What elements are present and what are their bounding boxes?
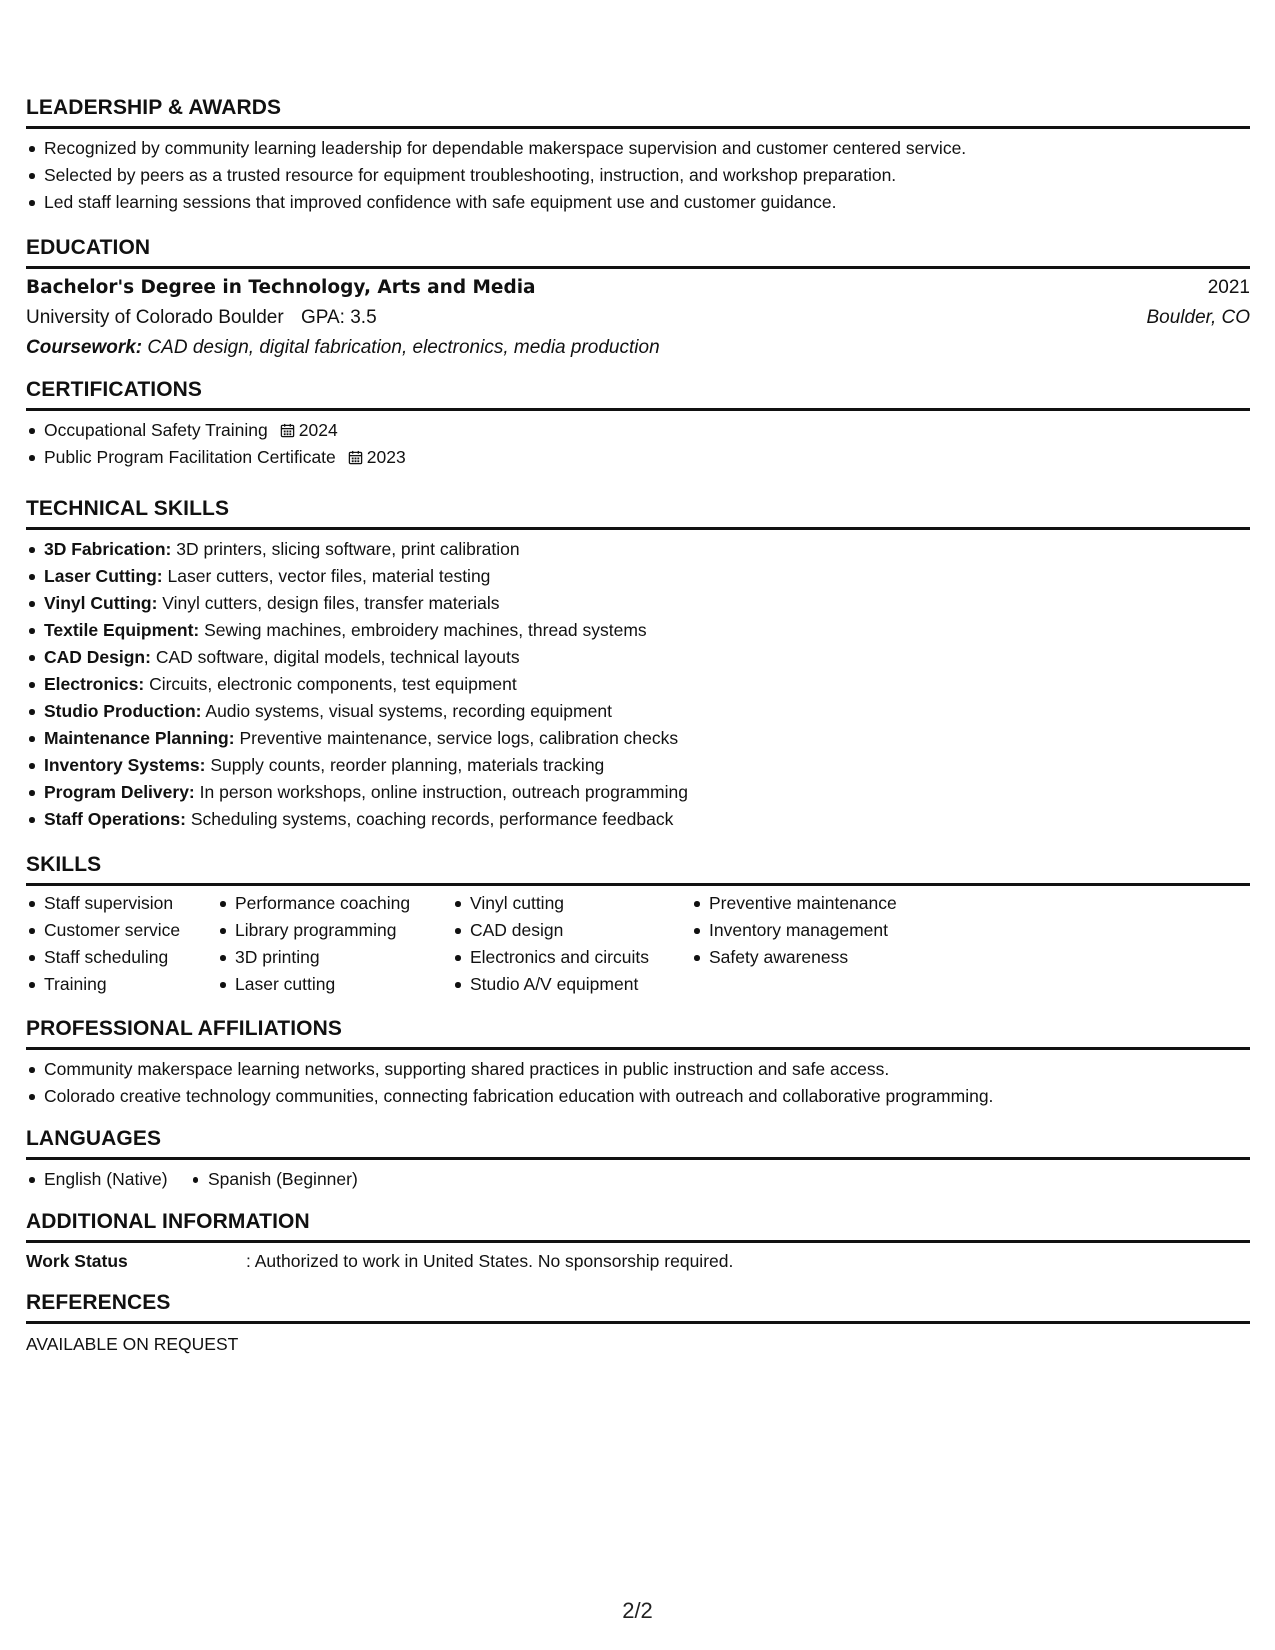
section-skills — [26, 853, 1250, 994]
list-item — [26, 417, 1250, 444]
references-text: AVAILABLE ON REQUEST — [26, 1334, 239, 1354]
section-title: CERTIFICATIONS — [26, 378, 203, 401]
skill-detail: Laser cutters, vector files, material testing — [167, 566, 491, 586]
certification-name: Occupational Safety Training — [44, 420, 268, 440]
list-item — [26, 779, 1250, 806]
list-item — [26, 536, 1250, 563]
list-item — [26, 752, 1250, 779]
section-title: TECHNICAL SKILLS — [26, 497, 230, 520]
list-item — [26, 644, 1250, 671]
certification-name: Public Program Facilitation Certificate — [44, 447, 336, 467]
section-leadership — [26, 96, 1250, 216]
list-item: Library programming — [217, 917, 410, 944]
degree-name: Bachelor's Degree in Technology, Arts and Media — [26, 277, 536, 298]
coursework-text: CAD design, digital fabrication, electronics, media production — [147, 337, 660, 358]
list-item: Selected by peers as a trusted resource for equipment troubleshooting, instruction, and workshop preparation. — [26, 162, 1250, 189]
list-item — [26, 725, 1250, 752]
list-item — [26, 590, 1250, 617]
section-divider — [26, 527, 1250, 530]
list-item: Led staff learning sessions that improved confidence with safe equipment use and customer guidance. — [26, 189, 1250, 216]
skill-detail: CAD software, digital models, technical layouts — [155, 647, 520, 667]
skill-category: Inventory Systems: — [44, 755, 206, 775]
graduation-year: 2021 — [1207, 277, 1250, 298]
certification-year: 2023 — [366, 447, 406, 467]
school-row — [26, 303, 1250, 333]
certification-year: 2024 — [298, 420, 338, 440]
skill-detail: Circuits, electronic components, test equipment — [149, 674, 517, 694]
languages-list — [26, 1166, 1250, 1193]
work-status-value: : Authorized to work in United States. No sponsorship required. — [246, 1251, 734, 1271]
section-divider — [26, 1240, 1250, 1243]
skill-detail: 3D printers, slicing software, print calibration — [176, 539, 520, 559]
list-item: Vinyl cutting — [452, 890, 649, 917]
section-additional-info — [26, 1210, 1250, 1278]
skills-column — [452, 890, 649, 998]
skills-column — [691, 890, 897, 971]
section-divider — [26, 266, 1250, 269]
list-item — [26, 563, 1250, 590]
list-item: Staff scheduling — [26, 944, 180, 971]
coursework-label: Coursework: — [26, 337, 143, 358]
skill-detail: Supply counts, reorder planning, materials tracking — [210, 755, 605, 775]
coursework-row — [26, 333, 1250, 363]
calendar-icon — [348, 450, 363, 465]
list-item: Performance coaching — [217, 890, 410, 917]
section-divider — [26, 1321, 1250, 1324]
leadership-list — [26, 135, 1250, 216]
skill-category: Textile Equipment: — [44, 620, 200, 640]
technical-skills-list — [26, 536, 1250, 833]
list-item: Electronics and circuits — [452, 944, 649, 971]
gpa: GPA: 3.5 — [300, 307, 377, 328]
section-divider — [26, 1157, 1250, 1160]
degree-row — [26, 273, 1250, 303]
skill-detail: Audio systems, visual systems, recording equipment — [205, 701, 612, 721]
list-item: Customer service — [26, 917, 180, 944]
school-name: University of Colorado Boulder — [26, 307, 284, 328]
list-item: Colorado creative technology communities, connecting fabrication education with outreach and collaborative programming. — [26, 1083, 1250, 1110]
list-item — [26, 698, 1250, 725]
section-title: ADDITIONAL INFORMATION — [26, 1210, 310, 1233]
section-affiliations — [26, 1017, 1250, 1110]
section-title: PROFESSIONAL AFFILIATIONS — [26, 1017, 342, 1040]
list-item — [26, 617, 1250, 644]
list-item: Safety awareness — [691, 944, 897, 971]
section-divider — [26, 126, 1250, 129]
section-education — [26, 236, 1250, 358]
skills-column — [26, 890, 180, 998]
page-number: 2/2 — [622, 1598, 653, 1623]
list-item: Recognized by community learning leadership for dependable makerspace supervision and customer centered service. — [26, 135, 1250, 162]
list-item: Studio A/V equipment — [452, 971, 649, 998]
list-item — [26, 444, 1250, 471]
work-status-row — [26, 1248, 1250, 1278]
skill-detail: In person workshops, online instruction, outreach programming — [199, 782, 688, 802]
skill-category: Program Delivery: — [44, 782, 195, 802]
section-divider — [26, 1047, 1250, 1050]
skill-category: Maintenance Planning: — [44, 728, 235, 748]
skill-detail: Preventive maintenance, service logs, calibration checks — [239, 728, 679, 748]
skill-category: Laser Cutting: — [44, 566, 163, 586]
skill-category: 3D Fabrication: — [44, 539, 172, 559]
section-divider — [26, 408, 1250, 411]
certifications-list — [26, 417, 1250, 471]
list-item: Inventory management — [691, 917, 897, 944]
list-item: Preventive maintenance — [691, 890, 897, 917]
work-status-label: Work Status — [26, 1251, 128, 1271]
list-item: Laser cutting — [217, 971, 410, 998]
skill-category: Studio Production: — [44, 701, 202, 721]
skill-category: CAD Design: — [44, 647, 151, 667]
section-title: LANGUAGES — [26, 1127, 162, 1150]
section-title: LEADERSHIP & AWARDS — [26, 96, 282, 119]
list-item: Spanish (Beginner) — [190, 1166, 358, 1193]
list-item — [26, 806, 1250, 833]
section-technical-skills — [26, 497, 1250, 833]
section-references — [26, 1291, 1250, 1357]
skill-detail: Sewing machines, embroidery machines, thread systems — [204, 620, 647, 640]
skill-category: Vinyl Cutting: — [44, 593, 158, 613]
section-languages — [26, 1127, 1250, 1193]
list-item: Training — [26, 971, 180, 998]
skill-category: Staff Operations: — [44, 809, 186, 829]
list-item: CAD design — [452, 917, 649, 944]
skill-detail: Vinyl cutters, design files, transfer materials — [162, 593, 500, 613]
affiliations-list — [26, 1056, 1250, 1110]
skill-detail: Scheduling systems, coaching records, performance feedback — [190, 809, 674, 829]
section-divider — [26, 883, 1250, 886]
list-item: English (Native) — [26, 1166, 168, 1193]
skill-category: Electronics: — [44, 674, 145, 694]
school-location: Boulder, CO — [1146, 307, 1250, 328]
list-item: Staff supervision — [26, 890, 180, 917]
list-item: 3D printing — [217, 944, 410, 971]
section-title: EDUCATION — [26, 236, 151, 259]
skills-column — [217, 890, 410, 998]
section-title: SKILLS — [26, 853, 102, 876]
calendar-icon — [280, 423, 295, 438]
section-certifications — [26, 378, 1250, 471]
section-title: REFERENCES — [26, 1291, 171, 1314]
list-item: Community makerspace learning networks, supporting shared practices in public instruction and safe access. — [26, 1056, 1250, 1083]
list-item — [26, 671, 1250, 698]
